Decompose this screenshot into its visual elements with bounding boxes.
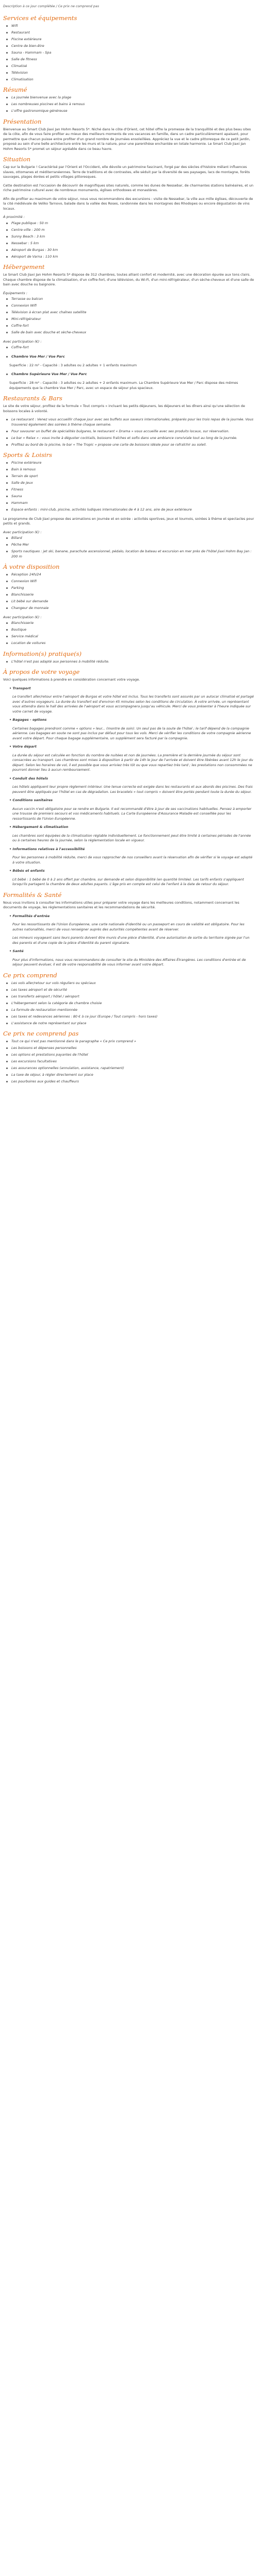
list-item: Location de voitures: [3, 641, 255, 646]
list-item: Bain à remous: [3, 467, 255, 472]
situation-text-3: Afin de profiter au maximum de votre séjour, nous vous recommandons des excursions : visite de Nessebar, la ville aux mille églises, découverte de la cité médiévale de Veliko Tarnovo, balade dans la vallée des Roses, randonnée dans les montagnes des Rhodopes ou encore dégustation de vins locaux.: [3, 196, 253, 211]
sante-block: [3, 949, 255, 968]
transport-title: • Transport: [3, 686, 255, 691]
list-item: Plage publique : 50 m: [3, 221, 255, 226]
resume-title: Résumé: [3, 86, 27, 93]
list-item: Tout ce qui n'est pas mentionné dans le paragraphe « Ce prix comprend »: [3, 1039, 255, 1044]
presentation-section: [3, 118, 255, 152]
list-item: Salle de fitness: [3, 57, 255, 62]
presentation-text: Bienvenue au Smart Club Jiaxi Jan Hohm Resorts 5*. Niché dans le côte d'Orient, cet hôtel offre la promesse de la tranquillité et des plus beau sites de la côte, afin de vous faire profiter au mieux des meilleurs moments de vos vacances en famille, dans un cadre particulièrement apaisant, pour permettre que chacun puisse entre profiter d'un grand nombre de journées ensoleillées. Appréciez la vue et le cadre pittoresque de ce petit jardin, proposé au sein d'une belle architecture entre les murs et la nature, pour une parenthèse enchantée en totale harmonie. Le Smart Club Jiaxi Jan Hohm Resorts 5* promet un séjour agréable dans ce beau havre.: [3, 127, 251, 151]
disposition-payant-heading: Avec participation (€) :: [3, 615, 42, 619]
disposition-payant-list: [3, 621, 255, 646]
list-item: Changeur de monnaie: [3, 606, 255, 611]
list-item: Terrasse ou balcon: [3, 297, 255, 302]
list-item: La formule de restauration mentionnée: [3, 1008, 255, 1013]
presentation-title: Présentation: [3, 117, 42, 125]
pratique-section: [3, 650, 255, 665]
chambre-1-title: Chambre Vue Mer / Vue Parc: [3, 354, 255, 360]
equipements-list: [3, 297, 255, 335]
sports-list: [3, 461, 255, 513]
bagages-text: Certaines bagages prendront comme « options » leur... (montre de soin). Un seul pas de la soute de l'hôtel ; le tarif dépend de la compagnie aérienne. Les bagages en soute ne sont pas inclus par défaut pour tous les vols. Merci de vérifier les conditions de votre compagnie aérienne avant votre départ. Pour chaque bagage supplémentaire, un supplément sera facturé par la compagnie.: [12, 726, 251, 740]
prix-comprend-section: [3, 972, 255, 1026]
list-item: Nessebar : 5 km: [3, 241, 255, 246]
accessibilite-title: • Informations relatives à l'accessibilité: [3, 847, 255, 852]
bagages-block: [3, 718, 255, 741]
list-item: Service médical: [3, 634, 255, 639]
list-item: Boutique: [3, 628, 255, 633]
list-item: Hammam: [3, 501, 255, 506]
conditions-text: Les hôtels appliquent leur propre règlement intérieur. Une tenue correcte est exigée dans les restaurants et aux abords des piscines. Des frais peuvent être appliqués par l'hôtel en cas de dégradation. Les bracelets « tout compris » doivent être portés pendant toute la durée du séjour.: [12, 785, 253, 794]
accessibilite-text: Pour les personnes à mobilité réduite, merci de vous rapprocher de nos conseillers avant la réservation afin de vérifier si le voyage est adapté à votre situation.: [12, 855, 253, 865]
chambre-list: [3, 354, 255, 360]
enfants-block: [3, 869, 255, 887]
list-item: Les vols aller/retour sur vols réguliers ou spéciaux: [3, 981, 255, 986]
description-page: [3, 4, 255, 1084]
list-item: Lit bébé sur demande: [3, 599, 255, 604]
list-item: L'assistance de notre représentant sur place: [3, 1021, 255, 1026]
pratique-title: Information(s) pratique(s): [3, 650, 82, 657]
list-item: Salle de jeux: [3, 481, 255, 486]
list-item: Sauna: [3, 494, 255, 499]
resume-section: [3, 86, 255, 114]
hebergement-text: Le Smart Club Jiaxi Jan Hohm Resorts 5* dispose de 312 chambres, toutes alliant confort et modernité, avec une décoration épurée aux tons clairs. Chaque chambre dispose de la climatisation, d'un coffre-fort, d'une télévision, du Wi-Fi, d'un mini-réfrigérateur, d'un sèche-cheveux et d'une salle de bain avec douche ou baignoire.: [3, 273, 254, 286]
restaurants-title: Restaurants & Bars: [3, 395, 62, 402]
list-item: L'hébergement selon la catégorie de chambre choisie: [3, 1001, 255, 1006]
list-item: Centre-ville : 200 m: [3, 228, 255, 233]
climatisation-title: • Hébergement & climatisation: [3, 825, 255, 830]
list-item: Blanchisserie: [3, 621, 255, 626]
list-item: Pêche Mer: [3, 543, 255, 548]
accessibilite-block: [3, 847, 255, 866]
prix-comprend-title: Ce prix comprend: [3, 971, 57, 979]
list-item: Les taxes aéroport et de sécurité: [3, 988, 255, 993]
prix-ne-comprend-section: [3, 1030, 255, 1084]
restaurants-text: Le site de votre séjour, profitez de la formule « Tout compris » incluant les petits déjeuners, les déjeuners et les dîners ainsi qu'une sélection de boissons locales à volonté.: [3, 404, 245, 413]
list-item: Les transferts aéroport / hôtel / aéroport: [3, 994, 255, 999]
bagages-title: • Bagages - options: [3, 718, 255, 723]
entrees-text: Pour les ressortissants de l'Union Européenne, une carte nationale d'identité ou un passeport en cours de validité est obligatoire. Pour les autres nationalités, merci de vous renseigner auprès des autorités compétentes avant de réserver.: [12, 922, 245, 931]
situation-title: Situation: [3, 156, 31, 163]
transport-text: Le transfert aller/retour entre l'aéroport de Burgas et votre hôtel est inclus. Tous les transferts sont assurés par un autocar climatisé et partagé avec d'autres voyageurs. La durée du transfert est d'environ 45 minutes selon les conditions de circulation. À votre arrivée, un représentant vous attendra dans le hall des arrivées de l'aéroport et vous accompagnera jusqu'au véhicule. Merci de vous présenter à l'heure indiquée sur votre carnet de voyage.: [12, 694, 254, 714]
conditions-title: • Conduit des hôtels: [3, 776, 255, 782]
list-item: Fitness: [3, 487, 255, 493]
list-item: Coffre-fort: [3, 345, 255, 350]
list-item: Réception 24h/24: [3, 572, 255, 578]
list-item: Les taxes et redevances aériennes : 80 € à ce jour (Europe / Tout compris - hors taxes): [3, 1014, 255, 1020]
hebergement-section: [3, 263, 255, 391]
page-note: Description à ce jour complétée / Ce prix ne comprend pas: [3, 5, 99, 8]
list-item: Restaurant: [3, 30, 255, 36]
list-item: Climatisé: [3, 64, 255, 69]
list-item: Profitez au bord de la piscine, le bar « The Tropic » propose une carte de boissons idéale pour se rafraîchir au soleil.: [3, 443, 255, 448]
list-item: Connexion Wifi: [3, 303, 255, 309]
list-item: Salle de bain avec douche et sèche-cheveux: [3, 330, 255, 335]
list-item: La taxe de séjour, à régler directement sur place: [3, 1073, 255, 1078]
situation-section: [3, 156, 255, 259]
climatisation-text: Les chambres sont équipées de la climatisation réglable individuellement. Le fonctionnement peut être limité à certaines périodes de l'année ou à certaines heures de la journée, selon la réglementation locale en vigueur.: [12, 833, 251, 842]
prix-ne-comprend-title: Ce prix ne comprend pas: [3, 1030, 79, 1037]
prix-comprend-list: [3, 981, 255, 1026]
list-item: L'hôtel n'est pas adapté aux personnes à mobilité réduite.: [3, 659, 255, 665]
situation-text-2: Cette destination est l'occasion de découvrir de magnifiques sites naturels, comme les dunes de Nessebar, de charmantes stations balnéaires, et un riche patrimoine culturel avec de nombreux monuments, églises orthodoxes et monastères.: [3, 183, 253, 192]
list-item: Les excursions facultatives: [3, 1059, 255, 1064]
situation-text-1: Cap sur la Bulgarie ! Caractérisé par l'Orient et l'Occident, elle dévoile un patrimoine fascinant, forgé par des siècles d'histoire mêlant influences slaves, ottomanes et méditerranéennes. Terre de traditions et de contrastes, elle séduit par la diversité de ses paysages, lacs de montagne, forêts sauvages, plages dorées et petits villages pittoresques.: [3, 165, 250, 179]
list-item: Piscine extérieure: [3, 461, 255, 466]
depart-title: • Votre départ: [3, 744, 255, 750]
services-section: [3, 14, 255, 82]
disposition-title: À votre disposition: [3, 563, 60, 570]
apropos-intro: Voici quelques informations à prendre en considération concernant votre voyage.: [3, 677, 140, 682]
proximite-list: [3, 221, 255, 260]
list-item: Climatisation: [3, 77, 255, 82]
services-list: [3, 24, 255, 82]
hebergement-payant-list: [3, 345, 255, 350]
sante-text: Pour plus d'informations, nous vous recommandons de consulter le site du Ministère des Affaires Étrangères. Les conditions d'entrée et de séjour peuvent évoluer, il est de votre responsabilité de vous informer avant votre départ.: [12, 957, 246, 967]
transport-block: [3, 686, 255, 715]
list-item: Les boissons et dépenses personnelles: [3, 1046, 255, 1051]
list-item: Aéroport de Burgas : 30 km: [3, 248, 255, 253]
hebergement-title: Hébergement: [3, 263, 45, 270]
list-item: Aéroport de Varna : 110 km: [3, 255, 255, 260]
list-item: Le restaurant : Venez vous accueillir chaque jour avec ses buffets aux saveurs internationales, préparés pour les trois repas de la journée. Vous trouverez également des soirées à thème chaque semaine.: [3, 417, 255, 427]
formalites-section: [3, 891, 255, 968]
apropos-title: À propos de votre voyage: [3, 668, 80, 675]
apropos-section: [3, 668, 255, 887]
enfants-title: • Bébés et enfants: [3, 869, 255, 874]
list-item: Les options et prestations payantes de l'hôtel: [3, 1053, 255, 1058]
entrees-block: [3, 914, 255, 946]
formalites-text: Nous vous invitons à consulter les informations utiles pour préparer votre voyage dans les meilleures conditions, notamment concernant les documents de voyage, les réglementations sanitaires et les recommandations de sécurité.: [3, 900, 239, 909]
chambre-list-2: [3, 372, 255, 377]
climatisation-block: [3, 825, 255, 843]
list-item: Piscine extérieure: [3, 37, 255, 42]
enfants-text: Lit bébé : 1 bébé de 0 à 2 ans offert par chambre, sur demande et selon disponibilité (en quantité limitée). Les tarifs enfants s'appliquent lorsqu'ils partagent la chambre de deux adultes payants. L'âge pris en compte est celui de l'enfant à la date de retour du séjour.: [12, 877, 244, 886]
list-item: Les assurances optionnelles (annulation, assistance, rapatriement): [3, 1066, 255, 1071]
hebergement-payant-heading: Avec participation (€) :: [3, 339, 42, 344]
list-item: La journée bienvenue avec la plage: [3, 95, 255, 100]
sports-payant-list: [3, 536, 255, 559]
services-title: Services et équipements: [3, 14, 77, 22]
disposition-section: [3, 563, 255, 646]
sanitaires-title: • Conditions sanitaires: [3, 798, 255, 803]
resume-list: [3, 95, 255, 114]
list-item: Mini-réfrigérateur: [3, 317, 255, 322]
list-item: Wifi: [3, 24, 255, 29]
list-item: Le bar « Relax » : vous invite à déguster cocktails, boissons fraîches et softs dans une ambiance conviviale tout au long de la journée.: [3, 436, 255, 441]
list-item: Connexion Wifi: [3, 579, 255, 584]
list-item: Télévision à écran plat avec chaînes satellite: [3, 310, 255, 315]
depart-text: La durée du séjour est calculée en fonction du nombre de nuitées et non de journées. La première et la dernière journée du séjour sont consacrées au transport. Les chambres sont mises à disposition à partir de 14h le jour de l'arrivée et doivent être libérées avant 12h le jour du départ. Selon les horaires de vol, il est possible que vous arriviez très tôt ou que vous repartiez très tard ; les prestations non consommées ne pourront donner lieu à aucun remboursement.: [12, 753, 253, 772]
list-item: Les nombreuses piscines et bains à remous: [3, 102, 255, 107]
list-item: Coffre-fort: [3, 324, 255, 329]
list-item: Sunny Beach : 3 km: [3, 234, 255, 240]
list-item: Billard: [3, 536, 255, 541]
chambre-2-text: Superficie : 28 m² - Capacité : 3 adultes ou 2 adultes + 2 enfants maximum. La Chambre Supérieure Vue Mer / Parc dispose des mêmes équipements que la chambre Vue Mer / Parc, avec un espace de séjour plus spacieux.: [9, 381, 238, 390]
prix-ne-comprend-list: [3, 1039, 255, 1084]
list-item: Parking: [3, 586, 255, 591]
list-item: Les pourboires aux guides et chauffeurs: [3, 1079, 255, 1084]
sante-title: • Santé: [3, 949, 255, 954]
sanitaires-block: [3, 798, 255, 821]
list-item: Télévision: [3, 71, 255, 76]
disposition-list: [3, 572, 255, 611]
sports-title: Sports & Loisirs: [3, 451, 52, 459]
restaurants-section: [3, 395, 255, 447]
list-item: Centre de bien-être: [3, 44, 255, 49]
list-item: Sauna - Hammam - Spa: [3, 50, 255, 56]
proximite-heading: À proximité :: [3, 215, 25, 219]
formalites-title: Formalités & Santé: [3, 891, 62, 899]
sports-section: [3, 451, 255, 559]
list-item: Terrain de sport: [3, 474, 255, 479]
sports-text: Le programme de Club Jiaxi propose des animations en journée et en soirée : activités sportives, jeux et tournois, soirées à thème et spectacles pour petits et grands.: [3, 516, 254, 526]
restaurants-list: [3, 417, 255, 447]
equipements-heading: Équipements :: [3, 291, 27, 295]
conditions-block: [3, 776, 255, 795]
depart-block: [3, 744, 255, 773]
list-item: Sports nautiques : jet ski, banane, parachute ascensionnel, pédalo, location de bateau et excursion en mer près de l'hôtel Jiaxi Hohm Bay Jan : 200 m: [3, 549, 255, 559]
sports-payant-heading: Avec participation (€) :: [3, 530, 42, 534]
list-item: L'offre gastronomique généreuse: [3, 109, 255, 114]
pratique-list: [3, 659, 255, 665]
mineurs-text: Les mineurs voyageant sans leurs parents doivent être munis d'une pièce d'identité, d'une autorisation de sortie du territoire signée par l'un des parents et d'une copie de la pièce d'identité du parent signataire.: [12, 936, 250, 945]
chambre-1-text: Superficie : 22 m² - Capacité : 3 adultes ou 2 adultes + 1 enfants maximum: [9, 363, 137, 367]
entrees-title: • Formalités d'entrée: [3, 914, 255, 919]
list-item: Blanchisserie: [3, 592, 255, 598]
list-item: Pour savourer un buffet de spécialités bulgares, le restaurant « Drama » vous accueille avec ses produits locaux, sur réservation.: [3, 429, 255, 434]
sanitaires-text: Aucun vaccin n'est obligatoire pour se rendre en Bulgarie. Il est recommandé d'être à jour de ses vaccinations habituelles. Pensez à emporter une trousse de premiers secours et vos médicaments habituels. La Carte Européenne d'Assurance Maladie est conseillée pour les ressortissants de l'Union Européenne.: [12, 806, 252, 821]
list-item: Espace enfants : mini-club, piscine, activités ludiques internationales de 4 à 12 ans, aire de jeux extérieure: [3, 507, 255, 513]
chambre-2-title: Chambre Supérieure Vue Mer / Vue Parc: [3, 372, 255, 377]
